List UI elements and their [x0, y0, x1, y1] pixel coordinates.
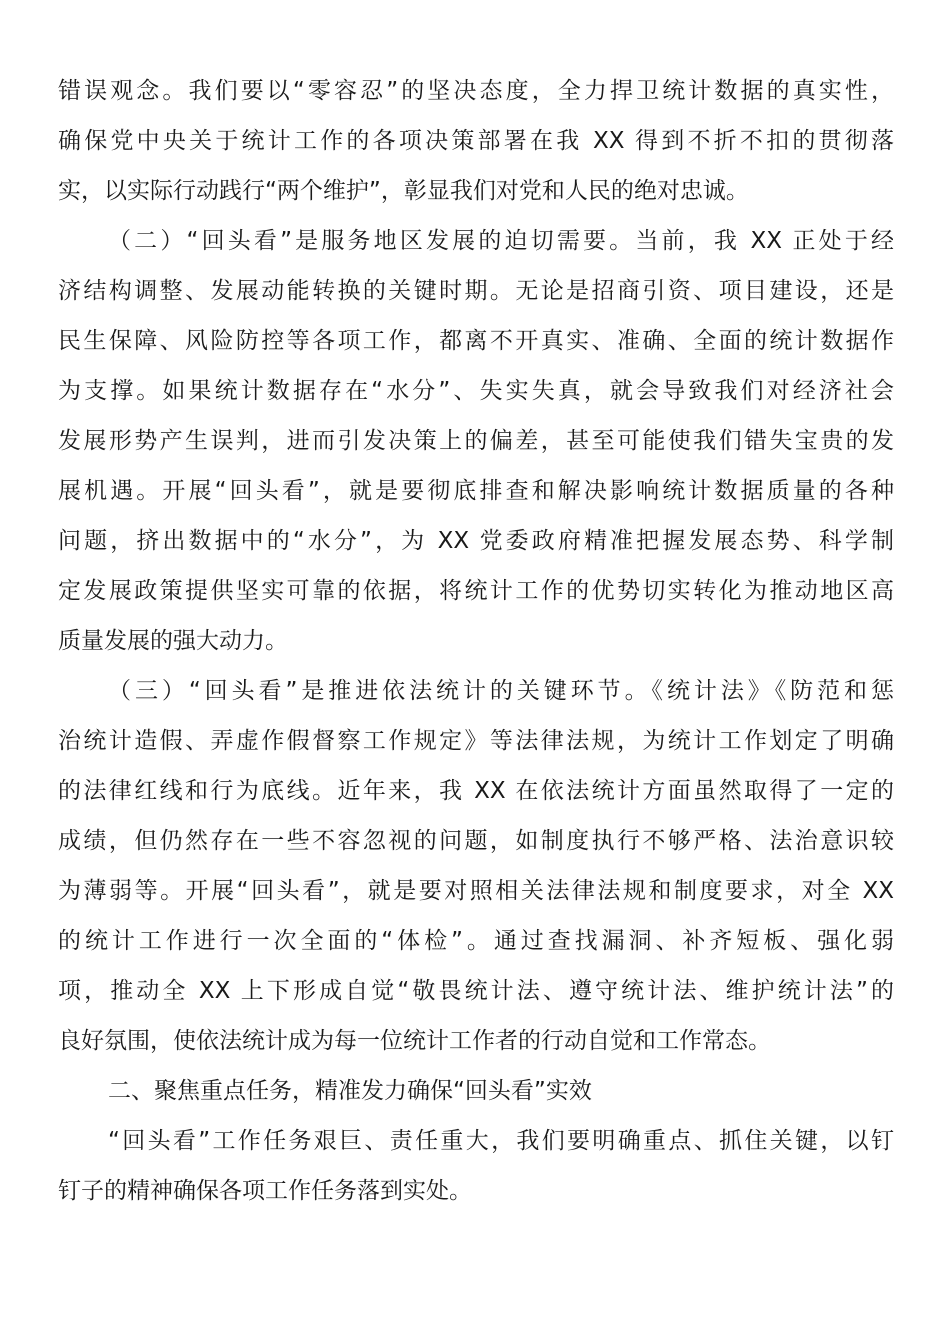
paragraph-continuation	[58, 66, 894, 216]
text-line: （二）“回头看”是服务地区发展的迫切需要。当前，我 XX 正处于经	[108, 228, 894, 254]
text-line: 展机遇。开展“回头看”，就是要彻底排查和解决影响统计数据质量的各种	[58, 478, 894, 504]
text-line: 民生保障、风险防控等各项工作，都离不开真实、准确、全面的统计数据作	[58, 328, 894, 354]
text-line: 治统计造假、弄虚作假督察工作规定》等法律法规，为统计工作划定了明确	[58, 728, 894, 754]
text-line: 为薄弱等。开展“回头看”，就是要对照相关法律法规和制度要求，对全 XX	[58, 878, 894, 904]
text-line: 项，推动全 XX 上下形成自觉“敬畏统计法、遵守统计法、维护统计法”的	[58, 978, 894, 1004]
document-body	[58, 66, 894, 1216]
text-line: 确保党中央关于统计工作的各项决策部署在我 XX 得到不折不扣的贯彻落	[58, 128, 894, 154]
section-heading	[58, 1066, 894, 1116]
heading-text: 二、聚焦重点任务，精准发力确保“回头看”实效	[108, 1078, 592, 1104]
text-line: 济结构调整、发展动能转换的关键时期。无论是招商引资、项目建设，还是	[58, 278, 894, 304]
text-line: “回头看”工作任务艰巨、责任重大，我们要明确重点、抓住关键，以钉	[108, 1128, 894, 1154]
text-line: 发展形势产生误判，进而引发决策上的偏差，甚至可能使我们错失宝贵的发	[58, 428, 894, 454]
text-line: 问题，挤出数据中的“水分”，为 XX 党委政府精准把握发展态势、科学制	[58, 528, 894, 554]
paragraph-section-intro	[58, 1116, 894, 1216]
text-line: 成绩，但仍然存在一些不容忽视的问题，如制度执行不够严格、法治意识较	[58, 828, 894, 854]
paragraph-section-3	[58, 666, 894, 1066]
text-line: （三）“回头看”是推进依法统计的关键环节。《统计法》《防范和惩	[108, 678, 894, 704]
text-line: 的法律红线和行为底线。近年来，我 XX 在依法统计方面虽然取得了一定的	[58, 778, 894, 804]
text-line: 为支撑。如果统计数据存在“水分”、失实失真，就会导致我们对经济社会	[58, 378, 894, 404]
text-line: 钉子的精神确保各项工作任务落到实处。	[58, 1178, 472, 1204]
text-line: 的统计工作进行一次全面的“体检”。通过查找漏洞、补齐短板、强化弱	[58, 928, 894, 954]
text-line: 质量发展的强大动力。	[58, 628, 288, 654]
text-line: 定发展政策提供坚实可靠的依据，将统计工作的优势切实转化为推动地区高	[58, 578, 894, 604]
text-line: 良好氛围，使依法统计成为每一位统计工作者的行动自觉和工作常态。	[58, 1028, 771, 1054]
text-line: 错误观念。我们要以“零容忍”的坚决态度，全力捍卫统计数据的真实性，	[58, 78, 894, 104]
text-line: 实，以实际行动践行“两个维护”，彰显我们对党和人民的绝对忠诚。	[58, 178, 749, 204]
paragraph-section-2	[58, 216, 894, 666]
